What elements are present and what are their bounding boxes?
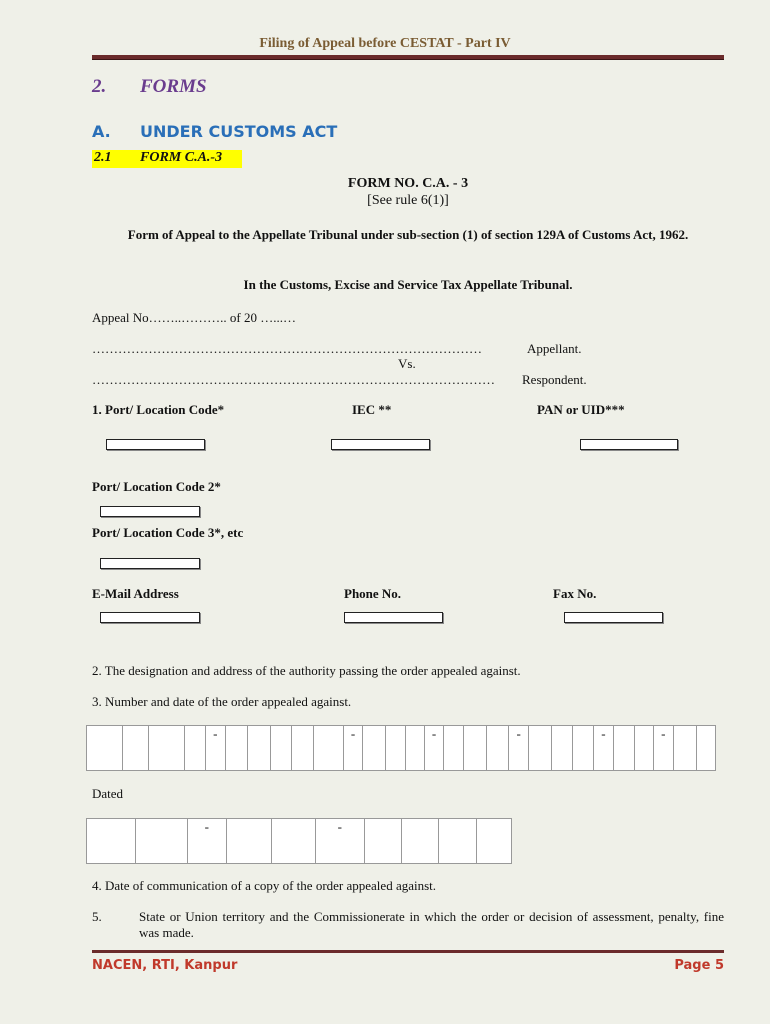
port-code-label: 1. Port/ Location Code*: [92, 402, 225, 417]
grid-cell[interactable]: [529, 726, 552, 771]
appellant-dots: ………………………………………………………………………………: [92, 341, 482, 356]
grid-cell[interactable]: [551, 726, 572, 771]
footer-rule: [92, 950, 724, 953]
grid-cell[interactable]: [673, 726, 696, 771]
footer-left: NACEN, RTI, Kanpur: [92, 958, 238, 973]
grid-cell[interactable]: [476, 819, 511, 864]
grid-cell[interactable]: [364, 819, 401, 864]
grid-cell[interactable]: [313, 726, 343, 771]
email-label: E-Mail Address: [92, 586, 179, 601]
grid-cell[interactable]: [226, 819, 271, 864]
section-number: 2.: [92, 76, 107, 97]
iec-field[interactable]: [331, 439, 430, 450]
grid-cell[interactable]: [136, 819, 187, 864]
item-5-text: State or Union territory and the Commissionerate in which the order or decision of assessment, penalty, fine was made.: [139, 909, 724, 940]
form-ref-number: 2.1: [94, 150, 112, 165]
grid-cell[interactable]: [444, 726, 463, 771]
grid-cell[interactable]: [634, 726, 653, 771]
grid-cell[interactable]: [149, 726, 185, 771]
grid-cell[interactable]: -: [187, 819, 226, 864]
order-number-grid[interactable]: [86, 725, 716, 771]
grid-cell[interactable]: [248, 726, 271, 771]
item-4: 4. Date of communication of a copy of the order appealed against.: [92, 878, 437, 893]
form-name: FORM NO. C.A. - 3: [347, 176, 469, 191]
grid-cell[interactable]: [696, 726, 715, 771]
port-code-field[interactable]: [106, 439, 205, 450]
port-code3-field[interactable]: [100, 558, 200, 569]
grid-cell[interactable]: [405, 726, 424, 771]
grid-cell[interactable]: [184, 726, 205, 771]
form-heading: Form of Appeal to the Appellate Tribunal under sub-section (1) of section 129A of Customs Act, 1962.: [127, 227, 689, 242]
port-code2-label: Port/ Location Code 2*: [92, 479, 221, 494]
fax-field[interactable]: [564, 612, 663, 623]
grid-cell[interactable]: -: [205, 726, 225, 771]
pan-label: PAN or UID***: [537, 402, 625, 417]
grid-cell[interactable]: -: [509, 726, 529, 771]
grid-cell[interactable]: [87, 819, 136, 864]
port-code3-label: Port/ Location Code 3*, etc: [92, 525, 244, 540]
grid-cell[interactable]: [613, 726, 634, 771]
email-field[interactable]: [100, 612, 200, 623]
grid-cell[interactable]: -: [654, 726, 674, 771]
grid-cell[interactable]: [122, 726, 149, 771]
grid-cell[interactable]: [402, 819, 439, 864]
form-rule: [See rule 6(1)]: [367, 193, 449, 208]
dated-label: Dated: [92, 786, 124, 801]
grid-cell[interactable]: [272, 819, 315, 864]
item-3: 3. Number and date of the order appealed against.: [92, 694, 352, 709]
pan-field[interactable]: [580, 439, 678, 450]
appellant-label: Appellant.: [527, 341, 582, 356]
phone-label: Phone No.: [344, 586, 402, 601]
respondent-dots: …………………………………………………………………………………: [92, 372, 495, 387]
respondent-label: Respondent.: [522, 372, 587, 387]
header-rule: [92, 55, 724, 60]
grid-cell[interactable]: -: [594, 726, 614, 771]
item-5-number: 5.: [92, 909, 102, 924]
grid-cell[interactable]: -: [343, 726, 363, 771]
footer-page-number: Page 5: [674, 958, 724, 973]
grid-cell[interactable]: [386, 726, 405, 771]
form-ref-title: FORM C.A.-3: [140, 150, 223, 165]
grid-cell[interactable]: -: [315, 819, 364, 864]
subsection-title: UNDER CUSTOMS ACT: [140, 122, 338, 141]
date-grid[interactable]: [86, 818, 512, 864]
versus-label: Vs.: [398, 356, 416, 371]
grid-cell[interactable]: -: [424, 726, 444, 771]
port-code2-field[interactable]: [100, 506, 200, 517]
grid-cell[interactable]: [363, 726, 386, 771]
subsection-letter: A.: [92, 122, 111, 141]
grid-cell[interactable]: [486, 726, 509, 771]
grid-cell[interactable]: [573, 726, 594, 771]
grid-cell[interactable]: [225, 726, 248, 771]
appeal-number: Appeal No……..……….. of 20 …...…: [92, 310, 297, 325]
grid-cell[interactable]: [439, 819, 476, 864]
grid-cell[interactable]: [463, 726, 486, 771]
grid-cell[interactable]: [292, 726, 313, 771]
section-title: FORMS: [140, 76, 207, 97]
phone-field[interactable]: [344, 612, 443, 623]
fax-label: Fax No.: [553, 586, 597, 601]
grid-cell[interactable]: [87, 726, 123, 771]
grid-cell[interactable]: [271, 726, 292, 771]
tribunal-heading: In the Customs, Excise and Service Tax Appellate Tribunal.: [243, 277, 573, 292]
item-2: 2. The designation and address of the authority passing the order appealed against.: [92, 663, 521, 678]
iec-label: IEC **: [352, 402, 392, 417]
page-header-title: Filing of Appeal before CESTAT - Part IV: [259, 36, 511, 51]
